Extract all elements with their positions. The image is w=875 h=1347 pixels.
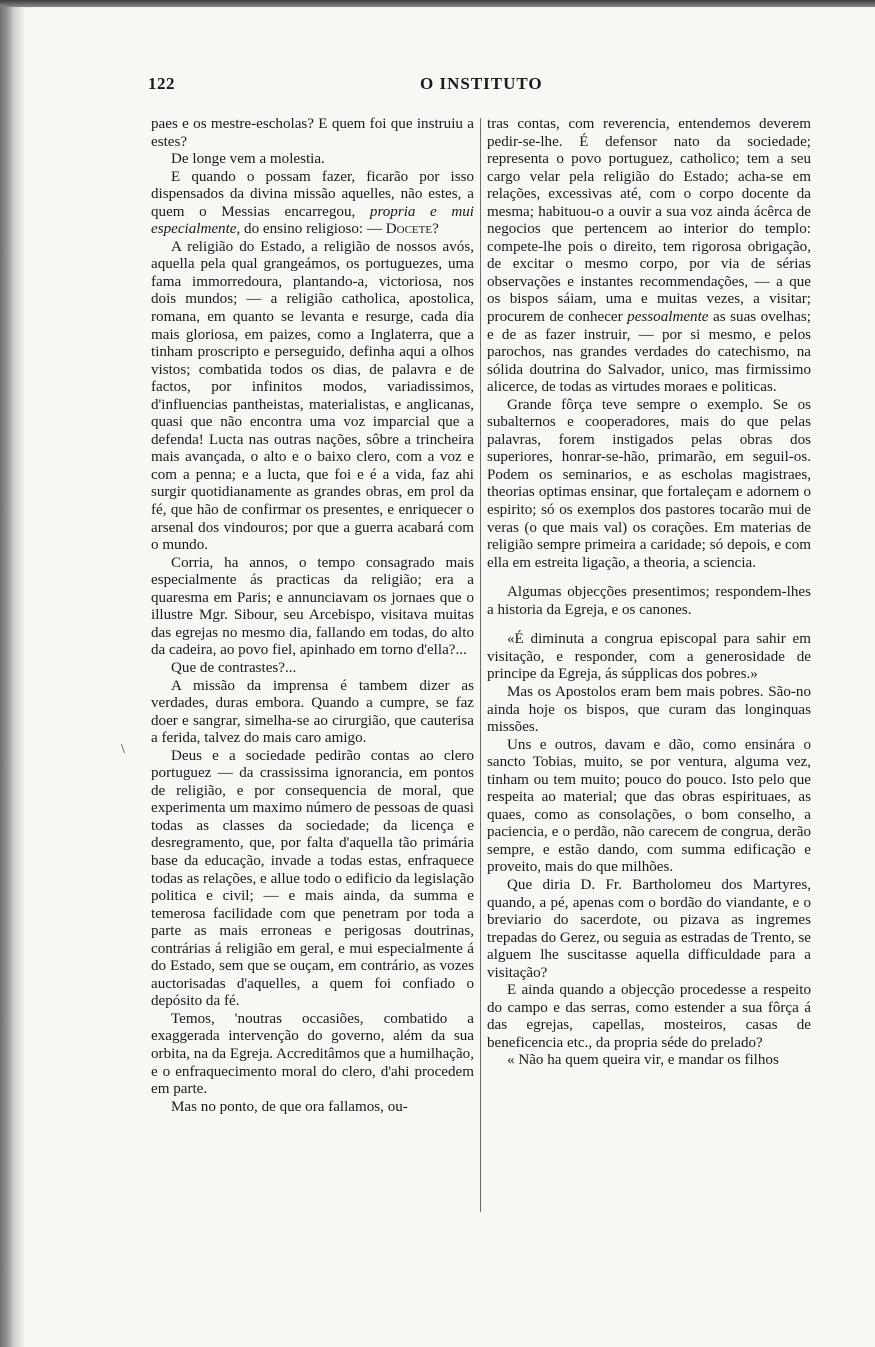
text-run: tras contas, com reverencia, entendemos deverem pedir-se-lhe. É defensor nato da sociedade; representa o povo portuguez, catholico; tem a seu cargo velar pela religião do Estado; acha-se em relações, excessivas até, com o corpo docente da mesma; habituou-o a ouvir a sua voz ainda ácêrca de negocios que pertencem ao interior do templo: compete-lhe pois o direito, tem rigorosa obrigação, de excitar o mesmo corpo, por via de sérias observações e instantes recommendações, — a que os bispos sáiam, uma e muitas vezes, a visitar; procurem de conhecer	[487, 116, 811, 326]
page-number: 122	[148, 74, 175, 93]
right-column	[487, 116, 811, 1216]
paragraph: A religião do Estado, a religião de nossos avós, aquella pela qual grangeámos, os portuguezes, uma fama immorredoura, plantando-a, victoriosa, nos dois mundos; — a religião catholica, apostolica, romana, em quanto se levanta e resurge, cada dia mais gloriosa, em paizes, como a Inglaterra, que a tinham proscripto e perseguido, definha aqui a olhos vistos; combatida todos os dias, de palavra e de factos, por infinitos modos, variadissimos, d'influencias pantheistas, materialistas, e anglicanas, quasi que não encontra uma voz imparcial que a defenda! Lucta nas outras nações, sôbre a trincheira mais avançada, o alto e o baixo clero, com a voz e com a penna; e a lucta, que foi e é a vida, faz ahi surgir quotidianamente as grandes obras, em prol da fé, que hão de confirmar os presentes, e enriquecer o arsenal dos vindouros; por que a guerra acabará com o mundo.	[151, 238, 474, 554]
margin-mark: \	[121, 742, 125, 757]
quoted-objection: «É diminuta a congrua episcopal para sahir em visitação, e responder, com a generosidade de principe da Egreja, ás súpplicas dos pobres.»	[487, 631, 811, 683]
paragraph	[487, 116, 811, 397]
paragraph: « Não ha quem queira vir, e mandar os filhos	[507, 1052, 779, 1069]
text-run: ?	[432, 221, 439, 238]
paragraph: Que de contrastes?...	[171, 659, 297, 676]
small-caps-text: Docete	[385, 221, 433, 238]
text-run: E quando o possam fazer, ficarão por isso dispensados da divina missão aquelles, não estes, a quem o Messias encarregou,	[151, 168, 474, 220]
italic-text: propria e mui especialmente	[151, 203, 474, 238]
paragraph: Temos, 'noutras occasiões, combatido a exaggerada intervenção do governo, além da sua orbita, na da Egreja. Accreditâmos que a humilhação, e o enfraquecimento moral do clero, d'ahi procedem em parte.	[151, 1010, 474, 1098]
paragraph: Uns e outros, davam e dão, como ensinára o sancto Tobias, muito, se por ventura, alguma vez, tinham ou tem muito; pouco do pouco. Isto pelo que respeita ao material; que das obras espirituaes, as quaes, como as consolações, o bom conselho, a paciencia, e o perdão, não carecem de congrua, derão sempre, e estão dando, com summa edificação e proveito, mais do que milhões.	[487, 736, 811, 876]
text-run: as suas ovelhas; e de as fazer instruir, — por si mesmo, e pelos parochos, nas grandes verdades do catechismo, na sólida doutrina do Salvador, unico, mas firmissimo alicerce, de todas as virtudes moraes e politicas.	[487, 309, 811, 396]
paragraph: paes e os mestre-escholas? E quem foi que instruiu a estes?	[151, 116, 474, 150]
column-rule	[480, 118, 481, 1212]
paragraph: Deus e a sociedade pedirão contas ao clero portuguez — da crassissima ignorancia, em pontos de religião, e por consequencia de moral, que experimenta um maximo número de pessoas de quasi todas as classes da sociedade; da licença e desregramento, que, por falta d'aquella tão primária base da educação, invade a todas estas, enfraquece todas as relações, e allue todo o edificio da legislação politica e civil; — e mais ainda, da summa e temerosa facilidade com que penetram por toda a parte as mais erroneas e perigosas doutrinas, contrárias á religião em geral, e mui especialmente á do Estado, sem que se ouçam, em contrário, as vozes auctorisadas d'aquelles, a quem foi confiado o depósito da fé.	[151, 747, 474, 1010]
paragraph: Mas no ponto, de que ora fallamos, ou-	[171, 1098, 408, 1115]
text-run: , do ensino religioso: —	[236, 221, 386, 238]
paragraph: Grande fôrça teve sempre o exemplo. Se os subalternos e cooperadores, mais do que pelas palavras, forem instigados pelas obras dos superiores, honrar-se-hão, primarão, em seguil-os. Podem os seminarios, e as escholas magistraes, theorias optimas ensinar, que fortaleçam e adornem o espirito; só os exemplos dos pastores tocarão mui de veras (o que mais val) os corações. Em materias de religião sempre primeira a caridade; só depois, e com ella em estreita ligação, a theoria, a sciencia.	[487, 396, 811, 571]
running-title: O INSTITUTO	[420, 74, 543, 93]
paragraph: De longe vem a molestia.	[171, 151, 325, 168]
paragraph: A missão da imprensa é tambem dizer as verdades, duras embora. Quando a cumpre, se faz doer e sangrar, simelha-se ao cirurgião, que cauterisa a ferida, talvez do mais caro amigo.	[151, 677, 474, 747]
left-column	[151, 116, 474, 1216]
paragraph: Algumas objecções presentimos; respondem-lhes a historia da Egreja, e os canones.	[487, 584, 811, 618]
paragraph	[151, 169, 474, 239]
paragraph: Que diria D. Fr. Bartholomeu dos Martyres, quando, a pé, apenas com o bordão do viandante, e o breviario do sacerdote, ou pizava as ingremes trepadas do Gerez, ou seguia as estradas de Trento, se alguem lhe suscitasse aquella difficuldade para a visitação?	[487, 876, 811, 981]
italic-text: pessoalmente	[627, 309, 709, 326]
paragraph: Corria, ha annos, o tempo consagrado mais especialmente ás practicas da religião; era a quaresma em Paris; e annunciavam os jornaes que o illustre Mgr. Sibour, seu Arcebispo, visitava muitas das egrejas no mesmo dia, fallando em todas, do alto da cadeira, ao povo fiel, apinhado em torno d'ella?...	[151, 554, 474, 659]
paragraph: Mas os Apostolos eram bem mais pobres. São-no ainda hoje os bispos, que curam das longinquas missões.	[487, 683, 811, 736]
scan-top-edge	[0, 0, 875, 7]
paragraph: E ainda quando a objecção procedesse a respeito do campo e das serras, como estender a sua fôrça á das egrejas, capellas, mosteiros, casas de beneficencia etc., da propria séde do prelado?	[487, 982, 811, 1051]
